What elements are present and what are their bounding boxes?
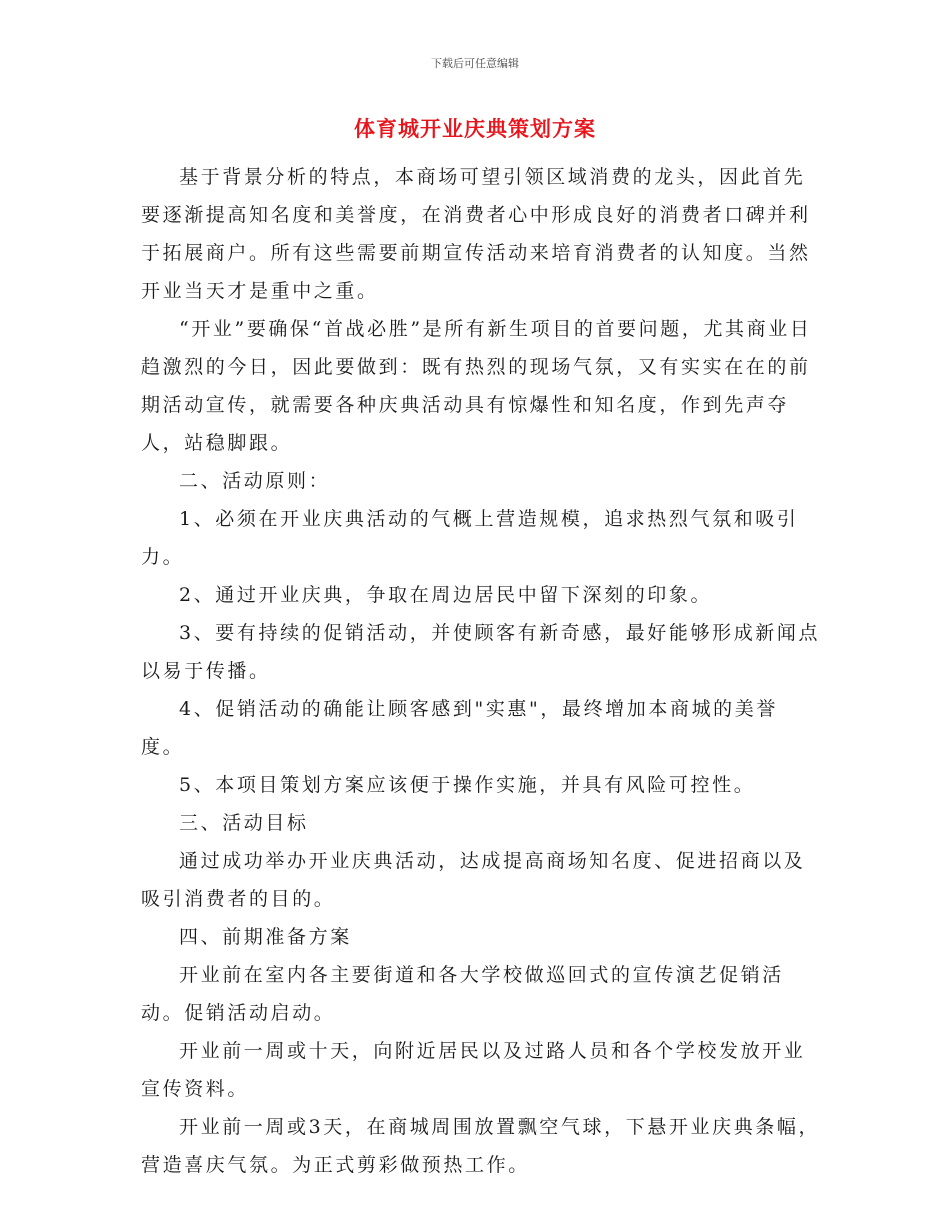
section-heading-preparation: 四、前期准备方案 <box>179 926 352 948</box>
principle-item: 1、必须在开业庆典活动的气概上营造规模，追求热烈气氛和吸引力。 <box>141 508 799 568</box>
principle-item: 2、通过开业庆典，争取在周边居民中留下深刻的印象。 <box>179 584 713 606</box>
document-body <box>141 158 821 1184</box>
paragraph-goals: 通过成功举办开业庆典活动，达成提高商场知名度、促进招商以及吸引消费者的目的。 <box>141 850 806 910</box>
principle-item: 4、促销活动的确能让顾客感到"实惠"，最终增加本商城的美誉度。 <box>141 698 778 758</box>
paragraph-preparation: 开业前在室内各主要街道和各大学校做巡回式的宣传演艺促销活动。促销活动启动。 <box>141 964 784 1024</box>
principle-item: 5、本项目策划方案应该便于操作实施，并具有风险可控性。 <box>179 774 756 796</box>
paragraph-opening: “开业”要确保“首战必胜”是所有新生项目的首要问题，尤其商业日趋激烈的今日，因此要做到：既有热烈的现场气氛，又有实实在在的前期活动宣传，就需要各种庆典活动具有惊爆性和知名度，作到先声夺人，站稳脚跟。 <box>141 318 812 454</box>
document-title: 体育城开业庆典策划方案 <box>354 117 596 141</box>
principle-item: 3、要有持续的促销活动，并使顾客有新奇感，最好能够形成新闻点以易于传播。 <box>141 622 821 682</box>
paragraph-preparation: 开业前一周或十天，向附近居民以及过路人员和各个学校发放开业宣传资料。 <box>141 1040 806 1100</box>
header-note: 下载后可任意编辑 <box>431 57 519 70</box>
paragraph-background: 基于背景分析的特点，本商场可望引领区域消费的龙头，因此首先要逐渐提高知名度和美誉度，在消费者心中形成良好的消费者口碑并利于拓展商户。所有这些需要前期宣传活动来培育消费者的认知度。当然开业当天才是重中之重。 <box>141 166 811 302</box>
paragraph-preparation: 开业前一周或3天，在商城周围放置飘空气球，下悬开业庆典条幅，营造喜庆气氛。为正式剪彩做预热工作。 <box>141 1116 821 1176</box>
section-heading-goals: 三、活动目标 <box>179 812 309 834</box>
section-heading-principles: 二、活动原则： <box>179 470 331 492</box>
